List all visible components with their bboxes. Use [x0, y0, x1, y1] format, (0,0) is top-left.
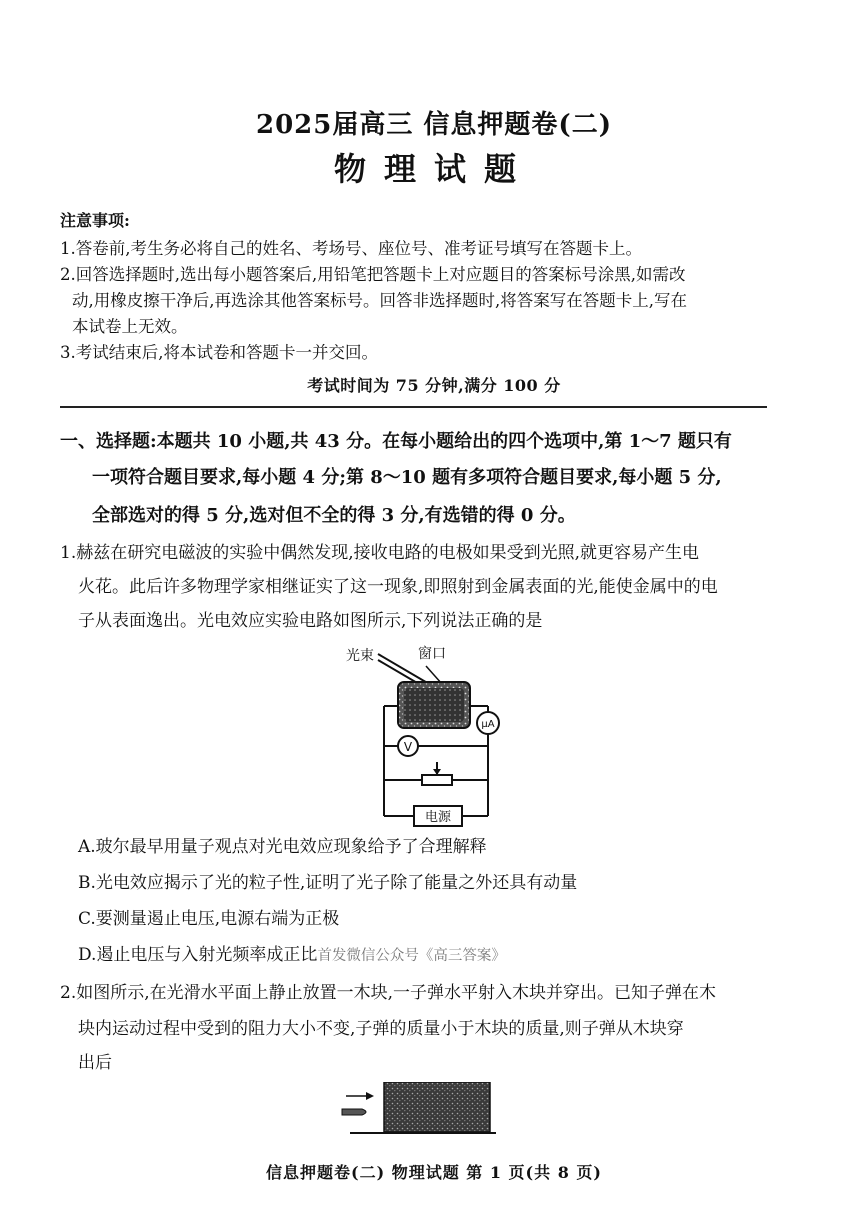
- q1-option-d-text: D.遏止电压与入射光频率成正比: [78, 945, 318, 965]
- voltmeter-label: V: [403, 740, 413, 754]
- note-item-2-line-3: 本试卷上无效。: [72, 317, 188, 336]
- section-1-instructions-line-2: 一项符合题目要求,每小题 4 分;第 8～10 题有多项符合题目要求,每小题 5 分,: [92, 467, 722, 488]
- notes-heading: 注意事项:: [60, 211, 130, 230]
- q1-option-c: C.要测量遏止电压,电源右端为正极: [78, 909, 340, 929]
- bullet: [342, 1109, 366, 1115]
- power-source-label: 电源: [424, 810, 452, 825]
- q1-option-d: [78, 940, 506, 971]
- q1-stem-line-3: 子从表面逸出。光电效应实验电路如图所示,下列说法正确的是: [78, 611, 543, 631]
- section-1-instructions-line-1: 一、选择题:本题共 10 小题,共 43 分。在每小题给出的四个选项中,第 1～7 题只有: [60, 431, 732, 452]
- label-window: 窗口: [418, 646, 446, 662]
- note-item-2-line-1: 2.回答选择题时,选出每小题答案后,用铅笔把答题卡上对应题目的答案标号涂黑,如需改: [60, 265, 686, 284]
- divider-line: [60, 406, 767, 408]
- watermark-text: 首发微信公众号《高三答案》: [317, 948, 506, 964]
- label-beam: 光束: [346, 648, 374, 664]
- q1-stem-line-2: 火花。此后许多物理学家相继证实了这一现象,即照射到金属表面的光,能使金属中的电: [78, 577, 718, 597]
- q1-option-b: B.光电效应揭示了光的粒子性,证明了光子除了能量之外还具有动量: [78, 873, 578, 893]
- exam-time-info: 考试时间为 75 分钟,满分 100 分: [307, 376, 561, 395]
- ammeter-label: μA: [481, 719, 495, 730]
- q2-stem-line-1: 2.如图所示,在光滑水平面上静止放置一木块,一子弹水平射入木块并穿出。已知子弹在木: [60, 983, 717, 1003]
- wooden-block: [384, 1082, 490, 1132]
- q1-option-a: A.玻尔最早用量子观点对光电效应现象给予了合理解释: [78, 837, 487, 857]
- q2-stem-line-2: 块内运动过程中受到的阻力大小不变,子弹的质量小于木块的质量,则子弹从木块穿: [78, 1019, 684, 1039]
- photoelectric-circuit-figure: [338, 638, 508, 828]
- note-item-1: 1.答卷前,考生务必将自己的姓名、考场号、座位号、准考证号填写在答题卡上。: [60, 239, 642, 258]
- subject-title: 物理试题: [333, 150, 534, 188]
- note-item-2-line-2: 动,用橡皮擦干净后,再选涂其他答案标号。回答非选择题时,将答案写在答题卡上,写在: [72, 291, 687, 310]
- arrow-head-icon: [366, 1092, 374, 1100]
- bullet-block-figure: [336, 1082, 508, 1140]
- rheostat: [422, 775, 452, 785]
- note-item-3: 3.考试结束后,将本试卷和答题卡一并交回。: [60, 343, 378, 362]
- page-footer: 信息押题卷(二) 物理试题 第 1 页(共 8 页): [266, 1163, 602, 1182]
- phototube-inner: [404, 688, 464, 722]
- section-1-instructions-line-3: 全部选对的得 5 分,选对但不全的得 3 分,有选错的得 0 分。: [92, 505, 576, 526]
- exam-title: 2025届高三 信息押题卷(二): [255, 110, 613, 140]
- q2-stem-line-3: 出后: [78, 1053, 112, 1073]
- q1-stem-line-1: 1.赫兹在研究电磁波的实验中偶然发现,接收电路的电极如果受到光照,就更容易产生电: [60, 543, 700, 563]
